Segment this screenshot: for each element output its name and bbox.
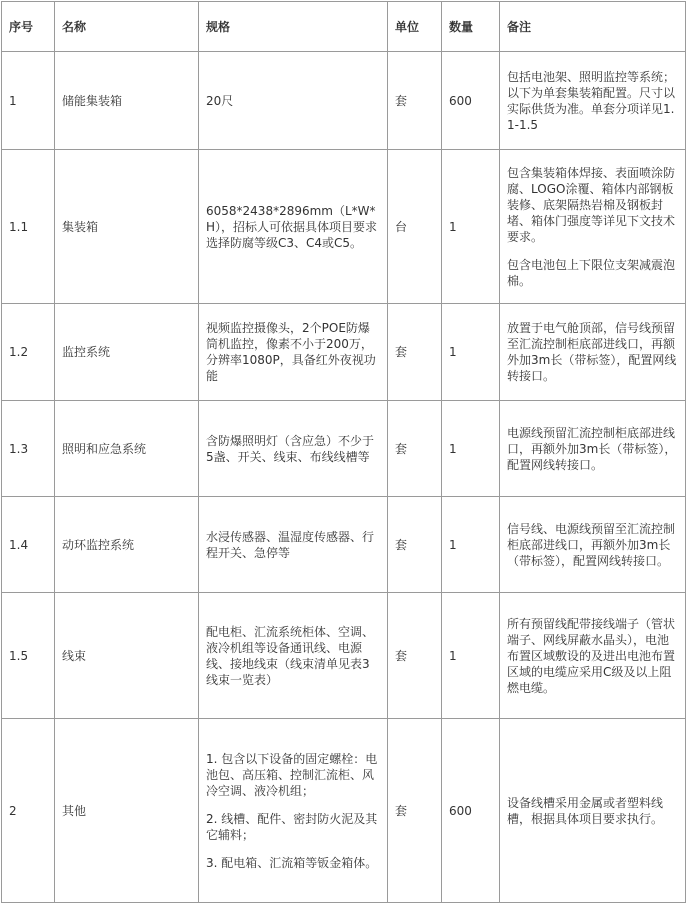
table-body	[2, 52, 686, 903]
header-unit: 单位	[388, 2, 442, 52]
cell-spec-paragraph: 20尺	[206, 93, 234, 108]
cell-name: 其他	[55, 719, 199, 903]
cell-name: 照明和应急系统	[55, 401, 199, 497]
cell-name: 储能集装箱	[55, 52, 199, 150]
cell-spec	[199, 401, 388, 497]
cell-remark-paragraph: 所有预留线配带接线端子（管状端子、网线屏蔽水晶头），电池布置区域敷设的及进出电池布置区域的电缆应采用C级及以上阻燃电缆。	[507, 616, 676, 695]
cell-unit: 套	[388, 401, 442, 497]
cell-remark-paragraph: 电源线预留汇流控制柜底部进线口，再额外加3m长（带标签），配置网线转接口。	[507, 425, 677, 472]
cell-qty: 1	[442, 593, 500, 719]
cell-spec-paragraph: 配电柜、汇流系统柜体、空调、液冷机组等设备通讯线、电源线、接地线束（线束清单见表3线束一览表）	[206, 624, 375, 687]
header-seq: 序号	[2, 2, 55, 52]
cell-unit: 套	[388, 304, 442, 401]
cell-qty: 1	[442, 497, 500, 593]
header-spec: 规格	[199, 2, 388, 52]
table-row	[2, 304, 686, 401]
cell-seq: 2	[2, 719, 55, 903]
table-row	[2, 497, 686, 593]
cell-qty: 1	[442, 150, 500, 304]
table-header-row	[2, 2, 686, 52]
cell-qty: 1	[442, 304, 500, 401]
cell-remark	[500, 52, 686, 150]
header-name: 名称	[55, 2, 199, 52]
cell-remark-paragraph: 设备线槽采用金属或者塑料线槽，根据具体项目要求执行。	[507, 795, 664, 826]
cell-remark-paragraph: 包含集装箱体焊接、表面喷涂防腐、LOGO涂覆、箱体内部钢板装修、底架隔热岩棉及钢板封堵、箱体门强度等详见下文技术要求。	[507, 165, 676, 244]
table-row	[2, 593, 686, 719]
cell-spec-paragraph: 水浸传感器、温湿度传感器、行程开关、急停等	[206, 529, 375, 560]
table-row	[2, 719, 686, 903]
cell-spec	[199, 150, 388, 304]
cell-seq: 1.3	[2, 401, 55, 497]
cell-unit: 套	[388, 497, 442, 593]
cell-spec-paragraph: 含防爆照明灯（含应急）不少于5盏、开关、线束、布线线槽等	[206, 433, 375, 464]
cell-spec	[199, 497, 388, 593]
cell-qty: 600	[442, 52, 500, 150]
cell-remark	[500, 593, 686, 719]
cell-spec-paragraph: 视频监控摄像头，2个POE防爆筒机监控，像素不小于200万，分辨率1080P，具备红外夜视功能	[206, 321, 376, 383]
cell-spec-paragraph: 2. 线槽、配件、密封防火泥及其它辅料；	[206, 811, 378, 842]
cell-remark	[500, 150, 686, 304]
table-row	[2, 150, 686, 304]
table-row	[2, 52, 686, 150]
cell-remark-paragraph: 包含电池包上下限位支架减震泡棉。	[507, 257, 676, 288]
specification-table	[1, 1, 686, 903]
cell-seq: 1.1	[2, 150, 55, 304]
cell-name: 动环监控系统	[55, 497, 199, 593]
cell-spec	[199, 593, 388, 719]
cell-seq: 1	[2, 52, 55, 150]
cell-unit: 套	[388, 719, 442, 903]
cell-qty: 600	[442, 719, 500, 903]
cell-spec	[199, 52, 388, 150]
cell-seq: 1.2	[2, 304, 55, 401]
cell-remark	[500, 497, 686, 593]
cell-qty: 1	[442, 401, 500, 497]
header-remark: 备注	[500, 2, 686, 52]
cell-remark	[500, 719, 686, 903]
cell-spec-paragraph: 3. 配电箱、汇流箱等钣金箱体。	[206, 855, 378, 870]
cell-remark-paragraph: 包括电池架、照明监控等系统；以下为单套集装箱配置。尺寸以实际供货为准。单套分项详见1.1-1.5	[507, 69, 676, 132]
table-row	[2, 401, 686, 497]
cell-spec	[199, 304, 388, 401]
cell-spec-paragraph: 6058*2438*2896mm（L*W*H），招标人可依据具体项目要求选择防腐等级C3、C4或C5。	[206, 203, 378, 250]
cell-remark-paragraph: 信号线、电源线预留至汇流控制柜底部进线口，再额外加3m长（带标签），配置网线转接口。	[507, 521, 676, 568]
cell-remark	[500, 304, 686, 401]
header-qty: 数量	[442, 2, 500, 52]
cell-name: 监控系统	[55, 304, 199, 401]
cell-seq: 1.4	[2, 497, 55, 593]
cell-spec-paragraph: 1. 包含以下设备的固定螺栓：电池包、高压箱、控制汇流柜、风冷空调、液冷机组；	[206, 751, 378, 798]
cell-name: 线束	[55, 593, 199, 719]
cell-unit: 套	[388, 52, 442, 150]
cell-unit: 套	[388, 593, 442, 719]
cell-remark	[500, 401, 686, 497]
cell-spec	[199, 719, 388, 903]
cell-remark-paragraph: 放置于电气舱顶部，信号线预留至汇流控制柜底部进线口，再额外加3m长（带标签），配置网线转接口。	[507, 321, 677, 383]
cell-name: 集装箱	[55, 150, 199, 304]
cell-unit: 台	[388, 150, 442, 304]
cell-seq: 1.5	[2, 593, 55, 719]
